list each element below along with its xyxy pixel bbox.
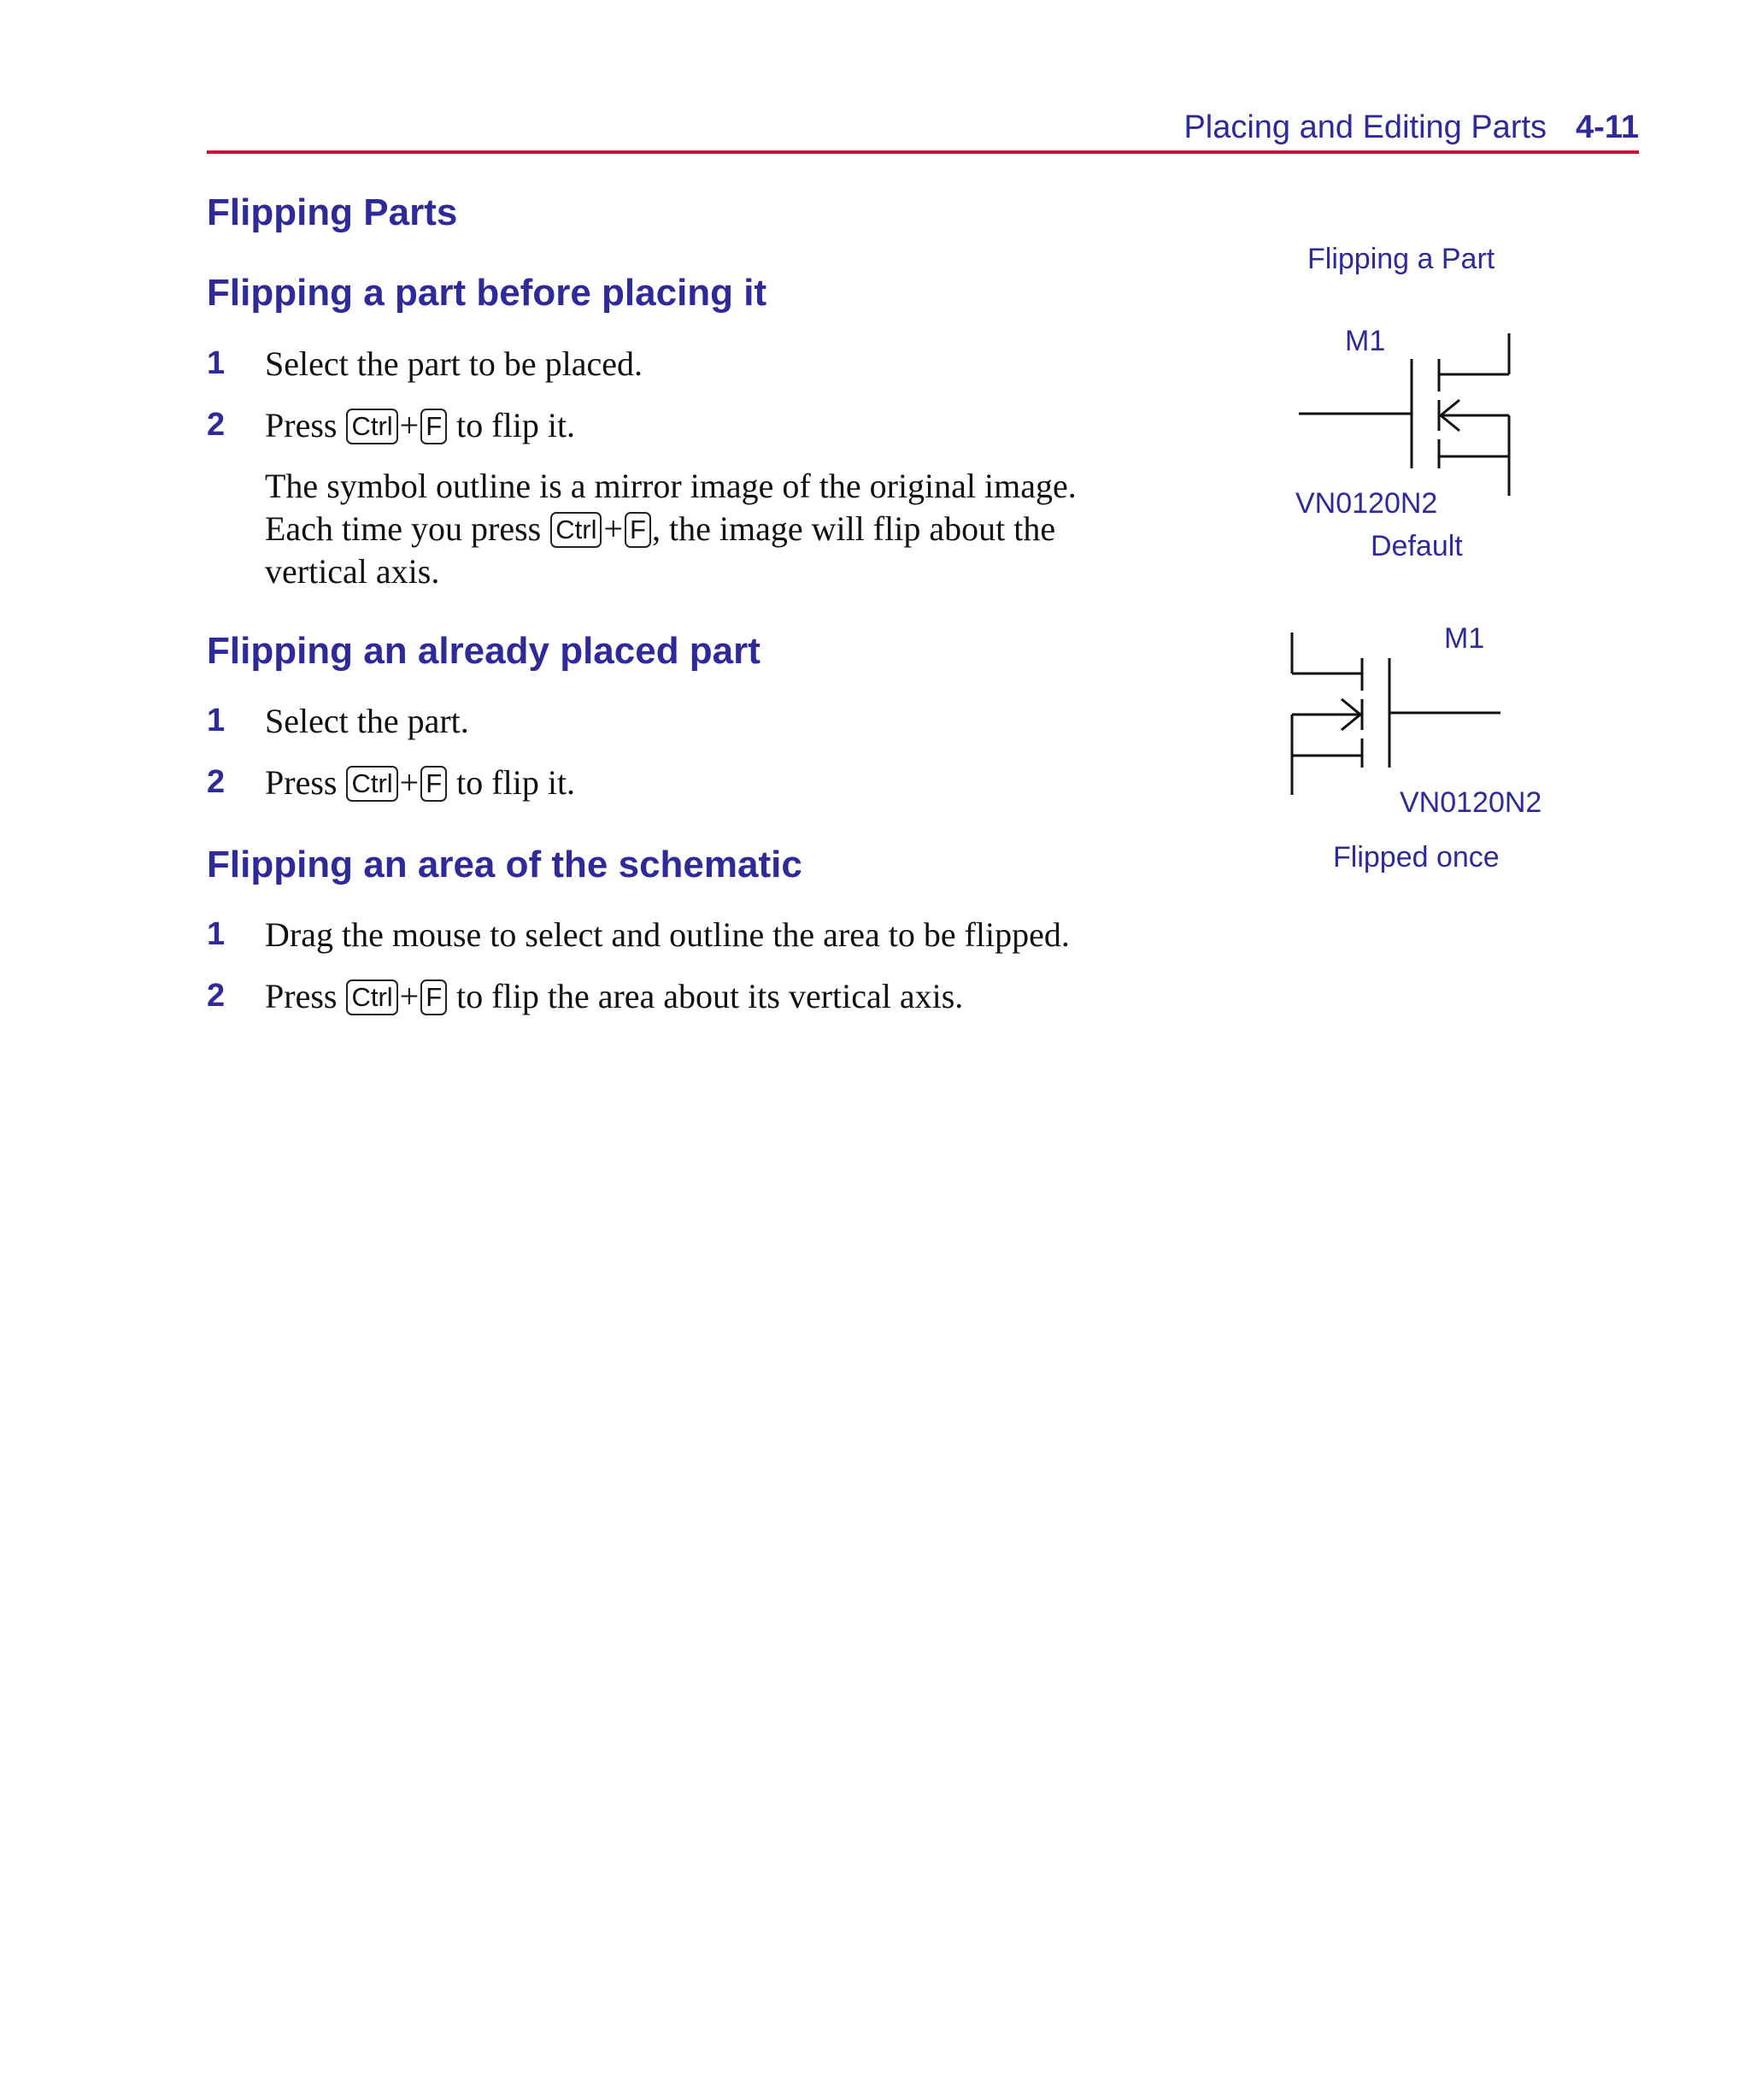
step-text-post: to flip the area about its vertical axis. xyxy=(448,977,964,1015)
step-text: Drag the mouse to select and outline the area to be flipped. xyxy=(265,915,1070,954)
paragraph-line-3: vertical axis. xyxy=(265,552,440,591)
header-rule xyxy=(207,150,1639,154)
running-header xyxy=(1183,109,1639,146)
f-key: F xyxy=(420,409,447,444)
paragraph-line-2-pre: Each time you press xyxy=(265,509,550,548)
figure-title: Flipping a Part xyxy=(1307,243,1495,275)
page-header xyxy=(207,101,1639,150)
section-heading-area-of-schematic: Flipping an area of the schematic xyxy=(207,844,802,885)
page-number: 4-11 xyxy=(1576,109,1639,145)
step-number: 1 xyxy=(207,703,226,738)
step-text xyxy=(265,976,963,1016)
plus-sign: + xyxy=(603,509,624,548)
section-heading-already-placed: Flipping an already placed part xyxy=(207,630,760,672)
step-text: Select the part. xyxy=(265,702,469,740)
f-key: F xyxy=(625,512,651,548)
plus-sign: + xyxy=(399,406,420,444)
paragraph-line-2-post: , the image will flip about the xyxy=(651,509,1056,548)
step-text-post: to flip it. xyxy=(448,406,576,444)
step-number: 1 xyxy=(207,345,226,381)
default-ref-label: M1 xyxy=(1345,325,1386,357)
step-text: Select the part to be placed. xyxy=(265,344,643,383)
step-number: 2 xyxy=(207,407,226,443)
f-key: F xyxy=(420,766,447,802)
flipped-ref-label: M1 xyxy=(1444,622,1485,655)
ctrl-key: Ctrl xyxy=(346,766,397,802)
ctrl-key: Ctrl xyxy=(550,512,602,548)
page-title: Flipping Parts xyxy=(207,191,458,233)
plus-sign: + xyxy=(399,977,420,1015)
f-key: F xyxy=(420,979,447,1015)
paragraph-line-1: The symbol outline is a mirror image of the original image. xyxy=(265,467,1077,505)
ctrl-key: Ctrl xyxy=(346,979,397,1015)
step-number: 2 xyxy=(207,978,226,1014)
step-text-pre: Press xyxy=(265,406,346,444)
step-text-pre: Press xyxy=(265,763,346,802)
step-text xyxy=(265,762,575,803)
plus-sign: + xyxy=(399,763,420,802)
mosfet-flipped-symbol xyxy=(1282,624,1521,803)
default-part-label: VN0120N2 xyxy=(1295,487,1438,520)
step-text-post: to flip it. xyxy=(448,763,576,802)
section-title: Placing and Editing Parts xyxy=(1183,109,1547,145)
paragraph-line-2 xyxy=(265,508,1119,550)
mosfet-default-symbol xyxy=(1290,325,1530,504)
step-number: 2 xyxy=(207,764,226,800)
flipped-part-label: VN0120N2 xyxy=(1400,786,1542,819)
step-text-pre: Press xyxy=(265,977,346,1015)
section-heading-before-placing: Flipping a part before placing it xyxy=(207,272,767,314)
flip-explanation-paragraph xyxy=(265,465,1119,593)
default-caption: Default xyxy=(1371,530,1463,562)
flipped-caption: Flipped once xyxy=(1333,841,1500,874)
ctrl-key: Ctrl xyxy=(346,409,397,444)
step-number: 1 xyxy=(207,916,226,952)
step-text xyxy=(265,405,575,445)
